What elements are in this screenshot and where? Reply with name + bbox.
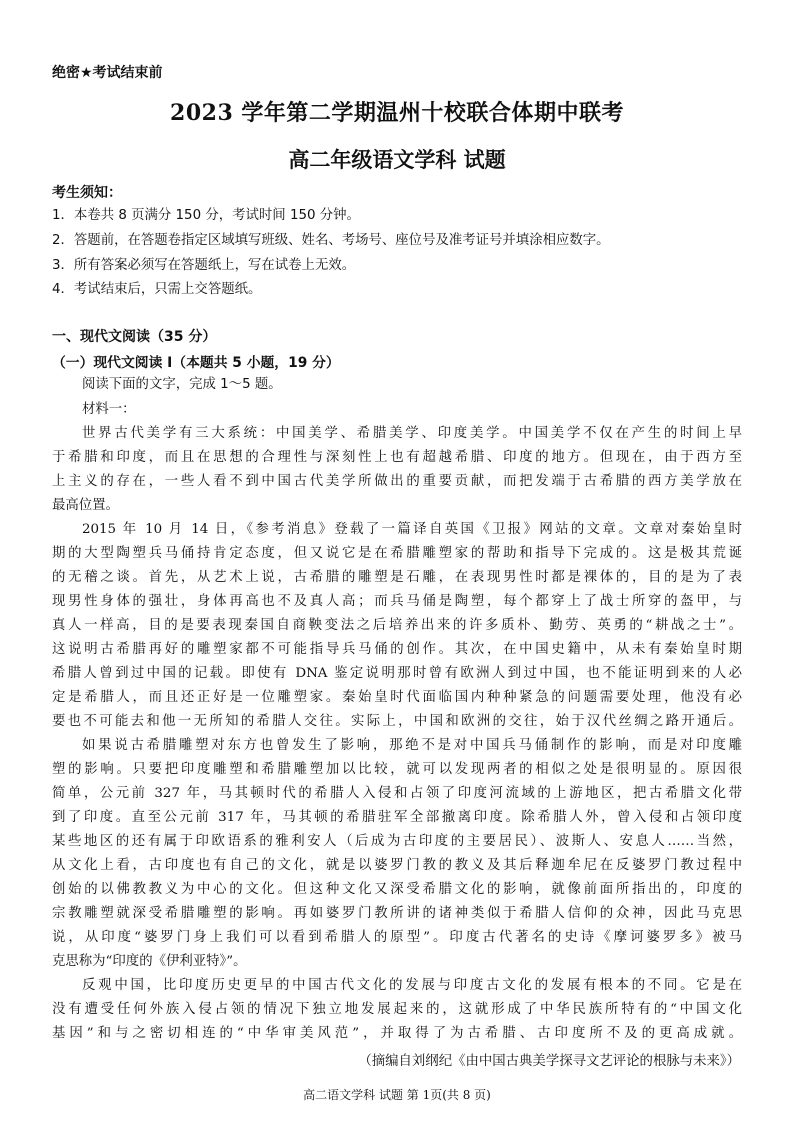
- passage-line: 要也不可能去和他一无所知的希腊人交往。实际上，中国和欧洲的交往，始于汉代丝绸之路开通后。: [52, 714, 742, 729]
- passage-line: 如果说古希腊雕塑对东方也曾发生了影响，那绝不是对中国兵马俑制作的影响，而是对印度雕: [82, 738, 742, 753]
- passage-line: 定是希腊人，而且还正好是一位雕塑家。秦始皇时代面临国内种种紧急的问题需要处理，他没有必: [52, 690, 742, 705]
- subsection-heading: （一）现代文阅读 I（本题共 5 小题，19 分）: [52, 355, 340, 371]
- passage-line: 没有遭受任何外族入侵占领的情况下独立地发展起来的，这就形成了中华民族所特有的“中国文化: [52, 1002, 742, 1017]
- source-citation: （摘编自刘纲纪《由中国古典美学探寻文艺评论的根脉与未来》）: [358, 1054, 740, 1069]
- passage-line: 上主义的存在，一些人看不到中国古代美学所做出的重要贡献，而把发端于古希腊的西方美学放在: [52, 474, 742, 489]
- passage-line: 某些地区的还有属于印欧语系的雅利安人（后成为古印度的主要居民）、波斯人、安息人……当然，: [52, 834, 742, 849]
- passage-line: 2015 年 10 月 14 日，《参考消息》登载了一篇译自英国《卫报》网站的文章。文章对秦始皇时: [82, 522, 742, 537]
- passage-line: 希腊人曾到过中国的记载。即使有 DNA 鉴定说明那时曾有欧洲人到过中国，也不能证明到来的人必: [52, 666, 742, 681]
- passage-line: 基因”和与之密切相连的“中华审美风范”，并取得了为古希腊、古印度所不及的更高成就。: [52, 1026, 742, 1041]
- instruction: 阅读下面的文字，完成 1～5 题。: [82, 377, 282, 392]
- notice-item: 3．所有答案必须写在答题纸上，写在试卷上无效。: [52, 258, 356, 273]
- passage-line: 世界古代美学有三大系统：中国美学、希腊美学、印度美学。中国美学不仅在产生的时间上早: [82, 426, 742, 441]
- passage-line: 期的大型陶塑兵马俑持肯定态度，但又说它是在希腊雕塑家的帮助和指导下完成的。这是极其荒诞: [52, 546, 742, 561]
- notice-item: 1．本卷共 8 页满分 150 分，考试时间 150 分钟。: [52, 208, 360, 223]
- notice-item: 4．考试结束后，只需上交答题纸。: [52, 282, 262, 297]
- passage-line: 的无稽之谈。首先，从艺术上说，古希腊的雕塑是石雕，在表现男性时都是裸体的，目的是为了表: [52, 570, 742, 585]
- notice-heading: 考生须知：: [52, 185, 122, 201]
- page-footer: 高二语文学科 试题 第 1页(共 8 页): [303, 1088, 491, 1102]
- passage-line: 宗教雕塑就深受希腊雕塑的影响。再如婆罗门教所讲的诸神类似于希腊人信仰的众神，因此马克思: [52, 906, 742, 921]
- confidential-mark: 绝密★考试结束前: [52, 65, 163, 81]
- section-heading: 一、现代文阅读（35 分）: [52, 329, 217, 345]
- passage-line: 真人一样高，目的是要表现秦国自商鞅变法之后培养出来的许多质朴、勤劳、英勇的“耕战之士”。: [52, 618, 742, 633]
- passage-line: 克思称为“印度的《伊利亚特》”。: [52, 954, 247, 969]
- material-label: 材料一：: [82, 402, 136, 417]
- passage-line: 这说明古希腊再好的雕塑家都不可能指导兵马俑的创作。其次，在中国史籍中，从未有秦始皇时期: [52, 642, 742, 657]
- passage-line: 最高位置。: [52, 498, 119, 513]
- notice-item: 2．答题前，在答题卷指定区域填写班级、姓名、考场号、座位号及准考证号并填涂相应数字。: [52, 233, 610, 248]
- passage-line: 反观中国，比印度历史更早的中国古代文化的发展与印度古文化的发展有根本的不同。它是在: [82, 978, 742, 993]
- passage-line: 于希腊和印度，而且在思想的合理性与深刻性上也有超越希腊、印度的地方。但现在，由于西方至: [52, 450, 742, 465]
- exam-title: 2023 学年第二学期温州十校联合体期中联考: [170, 100, 624, 126]
- passage-line: 说，从印度“婆罗门身上我们可以看到希腊人的原型”。印度古代著名的史诗《摩诃婆罗多》被马: [52, 930, 742, 945]
- passage-line: 现男性身体的强壮，身体再高也不及真人高；而兵马俑是陶塑，每个都穿上了战士所穿的盔甲，与: [52, 594, 742, 609]
- exam-subtitle: 高二年级语文学科 试题: [288, 147, 506, 172]
- passage-line: 塑的影响。只要把印度雕塑和希腊雕塑加以比较，就可以发现两者的相似之处是很明显的。原因很: [52, 762, 742, 777]
- passage-line: 从文化上看，古印度也有自己的文化，就是以婆罗门教的教义及其后释迦牟尼在反婆罗门教过程中: [52, 858, 742, 873]
- passage-line: 创始的以佛教教义为中心的文化。但这种文化又深受希腊文化的影响，就像前面所指出的，印度的: [52, 882, 742, 897]
- passage-line: 简单，公元前 327 年，马其顿时代的希腊人入侵和占领了印度河流域的上游地区，把古希腊文化带: [52, 786, 742, 801]
- passage-line: 到了印度。直至公元前 317 年，马其顿的希腊驻军全部撤离印度。除希腊人外，曾入侵和占领印度: [52, 810, 742, 825]
